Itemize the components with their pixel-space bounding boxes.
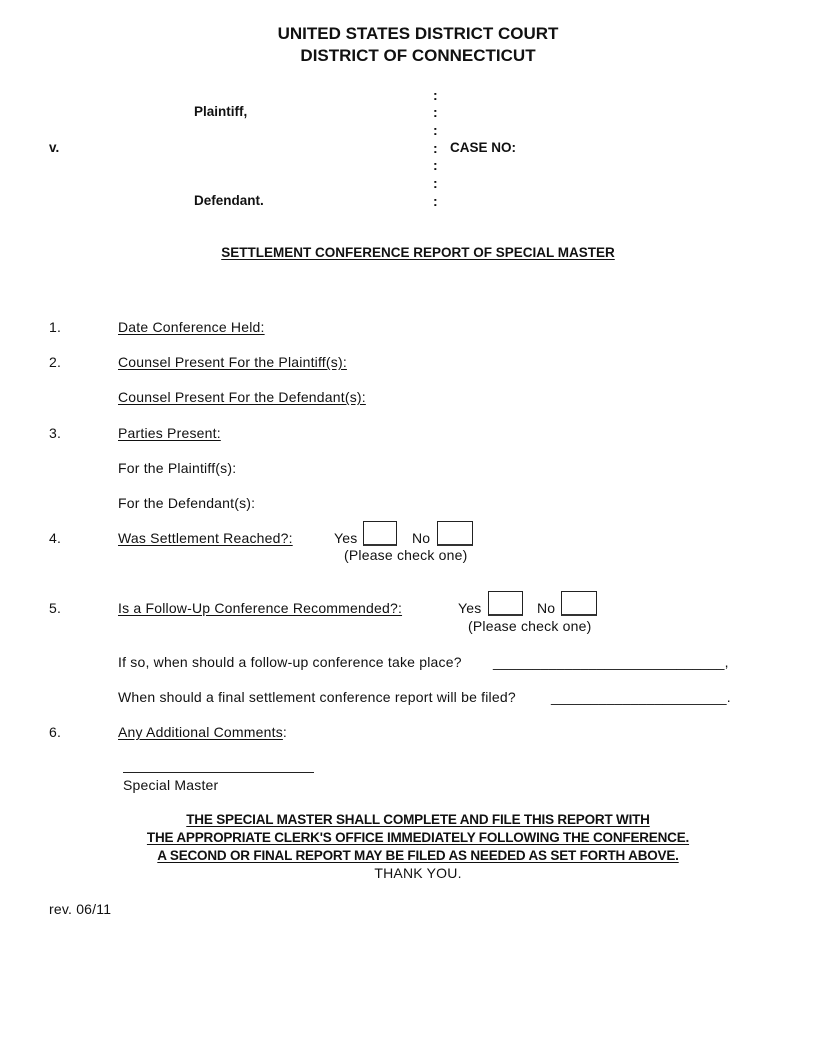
notice-line-1: THE SPECIAL MASTER SHALL COMPLETE AND FILE THIS REPORT WITH xyxy=(186,812,650,827)
for-plaintiff-label: For the Plaintiff(s): xyxy=(118,460,237,476)
item-number: 2. xyxy=(49,354,62,370)
settlement-yes-checkbox[interactable] xyxy=(363,521,397,546)
notice-line-2: THE APPROPRIATE CLERK'S OFFICE IMMEDIATELY FOLLOWING THE CONFERENCE. xyxy=(146,830,690,845)
defendant-label: Defendant. xyxy=(194,193,264,208)
counsel-plaintiff-label: Counsel Present For the Plaintiff(s): xyxy=(118,354,347,370)
check-one-hint: (Please check one) xyxy=(468,618,592,634)
followup-yes-checkbox[interactable] xyxy=(488,591,523,616)
item-number: 3. xyxy=(49,425,62,441)
followup-recommended-label: Is a Follow-Up Conference Recommended?: xyxy=(118,600,403,616)
revision-date: rev. 06/11 xyxy=(49,901,112,917)
thank-you: THANK YOU. xyxy=(374,865,462,881)
additional-comments-colon: : xyxy=(282,724,287,740)
court-name: UNITED STATES DISTRICT COURT xyxy=(277,24,559,43)
settlement-reached-label: Was Settlement Reached?: xyxy=(118,530,293,546)
yes-label: Yes xyxy=(334,530,358,546)
followup-when-label: If so, when should a follow-up conference take place? xyxy=(118,654,462,670)
caption-colon: : xyxy=(433,104,438,120)
notice-line-3: A SECOND OR FINAL REPORT MAY BE FILED AS NEEDED AS SET FORTH ABOVE. xyxy=(157,848,679,863)
item-number: 6. xyxy=(49,724,62,740)
item-number: 1. xyxy=(49,319,62,335)
settlement-no-checkbox[interactable] xyxy=(437,521,473,546)
additional-comments-text: Any Additional Comments xyxy=(118,724,283,740)
caption-colon: : xyxy=(433,122,438,138)
caption-colon: : xyxy=(433,87,438,103)
plaintiff-label: Plaintiff, xyxy=(194,104,248,119)
followup-no-checkbox[interactable] xyxy=(561,591,597,616)
caption-colon: : xyxy=(433,175,438,191)
yes-label: Yes xyxy=(458,600,482,616)
signature-line[interactable] xyxy=(123,772,314,773)
court-district: DISTRICT OF CONNECTICUT xyxy=(300,46,536,65)
report-title: SETTLEMENT CONFERENCE REPORT OF SPECIAL MASTER xyxy=(221,245,615,260)
check-one-hint: (Please check one) xyxy=(344,547,468,563)
caption-colon: : xyxy=(433,140,438,156)
final-report-when-field[interactable]: ______________________. xyxy=(551,689,731,705)
item-number: 5. xyxy=(49,600,62,616)
no-label: No xyxy=(537,600,556,616)
no-label: No xyxy=(412,530,431,546)
caption-colon: : xyxy=(433,193,438,209)
date-held-label: Date Conference Held: xyxy=(118,319,265,335)
followup-when-field[interactable]: _____________________________, xyxy=(493,654,729,670)
case-no-label: CASE NO: xyxy=(450,140,517,155)
item-number: 4. xyxy=(49,530,62,546)
special-master-label: Special Master xyxy=(123,777,219,793)
versus-label: v. xyxy=(49,140,60,155)
additional-comments-label xyxy=(118,724,287,740)
caption-colon: : xyxy=(433,157,438,173)
counsel-defendant-label: Counsel Present For the Defendant(s): xyxy=(118,389,366,405)
final-report-when-label: When should a final settlement conference report will be filed? xyxy=(118,689,516,705)
parties-present-label: Parties Present: xyxy=(118,425,221,441)
for-defendant-label: For the Defendant(s): xyxy=(118,495,256,511)
